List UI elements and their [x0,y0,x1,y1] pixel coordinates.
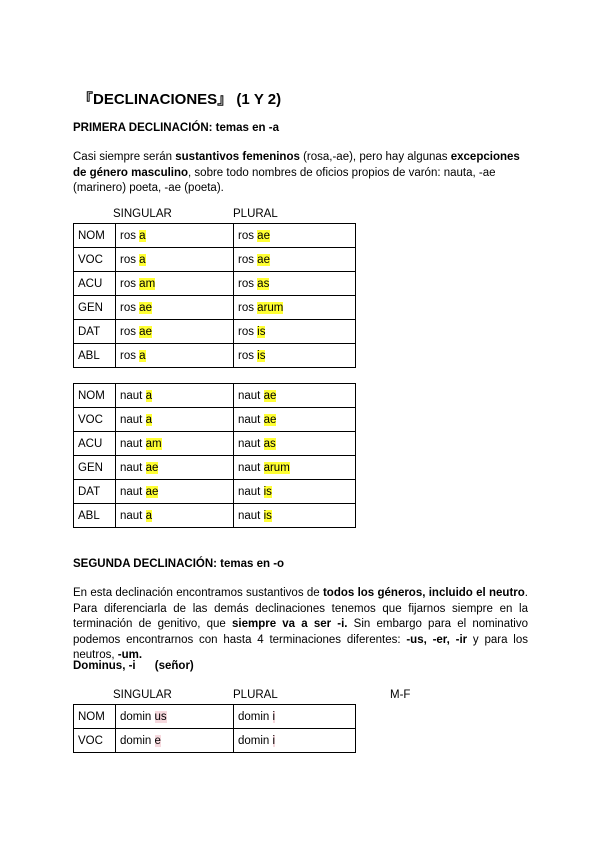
stem: naut [238,509,264,522]
stem: domin [238,710,273,723]
para-bold: siempre va a ser -i. [231,618,348,630]
singular-cell [116,504,234,528]
para-text: Sin embargo para el nominativo podemos encontrarnos con hasta 4 terminaciones diferentes: [73,618,528,646]
ending-highlight: am [139,277,156,290]
singular-cell [116,384,234,408]
plural-cell [234,248,356,272]
para-text: Casi siempre serán [73,151,176,163]
singular-cell [116,432,234,456]
para-bold: todos los géneros, incluido el neutro [322,587,525,599]
ending-highlight: as [257,277,270,290]
ending-highlight: i [272,734,276,747]
table-row [74,432,356,456]
stem: ros [238,325,258,338]
stem: ros [238,253,258,266]
col-gender-label: M-F [390,689,411,701]
plural-cell [234,480,356,504]
dominus-heading: Dominus, -i (señor) [73,660,194,672]
ending-highlight: a [139,349,146,362]
singular-cell [116,296,234,320]
col-plural-label: PLURAL [233,208,278,220]
plural-cell [234,408,356,432]
case-cell: VOC [74,248,116,272]
table-row [74,408,356,432]
ending-highlight: a [145,413,152,426]
plural-cell [234,504,356,528]
table-row [74,480,356,504]
table-row [74,456,356,480]
col-singular-label: SINGULAR [113,689,172,701]
section2-paragraph [73,586,528,664]
case-cell: ACU [74,432,116,456]
plural-cell [234,272,356,296]
ending-highlight: is [263,485,272,498]
plural-cell [234,705,356,729]
table-row [74,344,356,368]
plural-cell [234,729,356,753]
table-row [74,320,356,344]
page-title: 『DECLINACIONES』 (1 Y 2) [78,91,282,108]
singular-cell [116,320,234,344]
ending-highlight: is [257,349,266,362]
singular-cell [116,344,234,368]
stem: naut [238,389,264,402]
ending-highlight: ae [257,253,270,266]
plural-cell [234,224,356,248]
para-text: En esta declinación encontramos sustantivos de [73,587,323,599]
ending-highlight: arum [263,461,290,474]
case-cell: ABL [74,344,116,368]
ending-highlight: a [145,389,152,402]
table-row [74,224,356,248]
section1-heading: PRIMERA DECLINACIÓN: temas en -a [73,122,279,134]
stem: naut [120,437,146,450]
stem: ros [238,229,258,242]
case-cell: DAT [74,320,116,344]
singular-cell [116,480,234,504]
stem: ros [120,229,140,242]
para-text: y para los neutros, [73,633,528,661]
ending-highlight: ae [263,413,277,426]
stem: ros [120,325,140,338]
singular-cell [116,729,234,753]
ending-highlight: ae [257,229,270,242]
stem: ros [120,253,140,266]
case-cell: NOM [74,384,116,408]
ending-highlight: as [263,437,276,450]
ending-highlight: ae [263,389,277,402]
ending-highlight: ae [139,301,152,314]
singular-cell [116,224,234,248]
table-row [74,272,356,296]
case-cell: GEN [74,456,116,480]
plural-cell [234,432,356,456]
case-cell: GEN [74,296,116,320]
stem: domin [238,734,273,747]
stem: naut [120,509,146,522]
case-cell: ACU [74,272,116,296]
ending-highlight: ae [145,461,159,474]
para-text: . Para diferenciarla de las demás declinaciones tenemos que fijarnos siempre en la terminación de genitivo, que [73,587,528,630]
ending-highlight: am [145,437,162,450]
stem: naut [120,485,146,498]
case-cell: NOM [74,224,116,248]
stem: domin [120,734,155,747]
ending-highlight: e [154,734,161,747]
ending-highlight: ae [145,485,159,498]
stem: naut [238,413,264,426]
plural-cell [234,456,356,480]
para-bold: excepciones de género masculino [73,151,520,179]
para-text: (rosa,-ae), pero hay algunas [299,151,451,163]
case-cell: VOC [74,408,116,432]
stem: domin [120,710,155,723]
para-bold: sustantivos femeninos [175,151,300,163]
singular-cell [116,272,234,296]
ending-highlight: is [257,325,266,338]
table-row [74,705,356,729]
stem: ros [120,277,140,290]
ending-highlight: is [263,509,272,522]
table-row [74,248,356,272]
plural-cell [234,320,356,344]
col-plural-label: PLURAL [233,689,278,701]
case-cell: DAT [74,480,116,504]
stem: naut [120,389,146,402]
ending-highlight: ae [139,325,152,338]
col-singular-label: SINGULAR [113,208,172,220]
table-row [74,384,356,408]
ending-highlight: arum [257,301,284,314]
singular-cell [116,456,234,480]
stem: naut [120,461,146,474]
stem: naut [238,437,264,450]
stem: naut [120,413,146,426]
case-cell: VOC [74,729,116,753]
ending-highlight: a [139,229,146,242]
stem: ros [120,301,140,314]
ending-highlight: a [145,509,152,522]
stem: naut [238,461,264,474]
table-row [74,504,356,528]
ending-highlight: a [139,253,146,266]
singular-cell [116,408,234,432]
para-bold: -um. [117,649,143,661]
table-rosa [73,223,356,368]
para-bold: -us, -er, -ir [406,633,468,646]
stem: ros [238,277,258,290]
table-dominus [73,704,356,753]
stem: naut [238,485,264,498]
stem: ros [238,301,258,314]
stem: ros [120,349,140,362]
section2-heading: SEGUNDA DECLINACIÓN: temas en -o [73,558,285,570]
ending-highlight: i [272,710,276,723]
plural-cell [234,384,356,408]
ending-highlight: us [154,710,167,723]
plural-cell [234,344,356,368]
case-cell: ABL [74,504,116,528]
stem: ros [238,349,258,362]
para-text: , sobre todo nombres de oficios propios de varón: nauta, -ae (marinero) poeta, -ae (poeta). [73,166,496,194]
table-row [74,296,356,320]
case-cell: NOM [74,705,116,729]
section1-paragraph [73,150,528,197]
table-nauta [73,383,356,528]
table-row [74,729,356,753]
plural-cell [234,296,356,320]
singular-cell [116,248,234,272]
singular-cell [116,705,234,729]
